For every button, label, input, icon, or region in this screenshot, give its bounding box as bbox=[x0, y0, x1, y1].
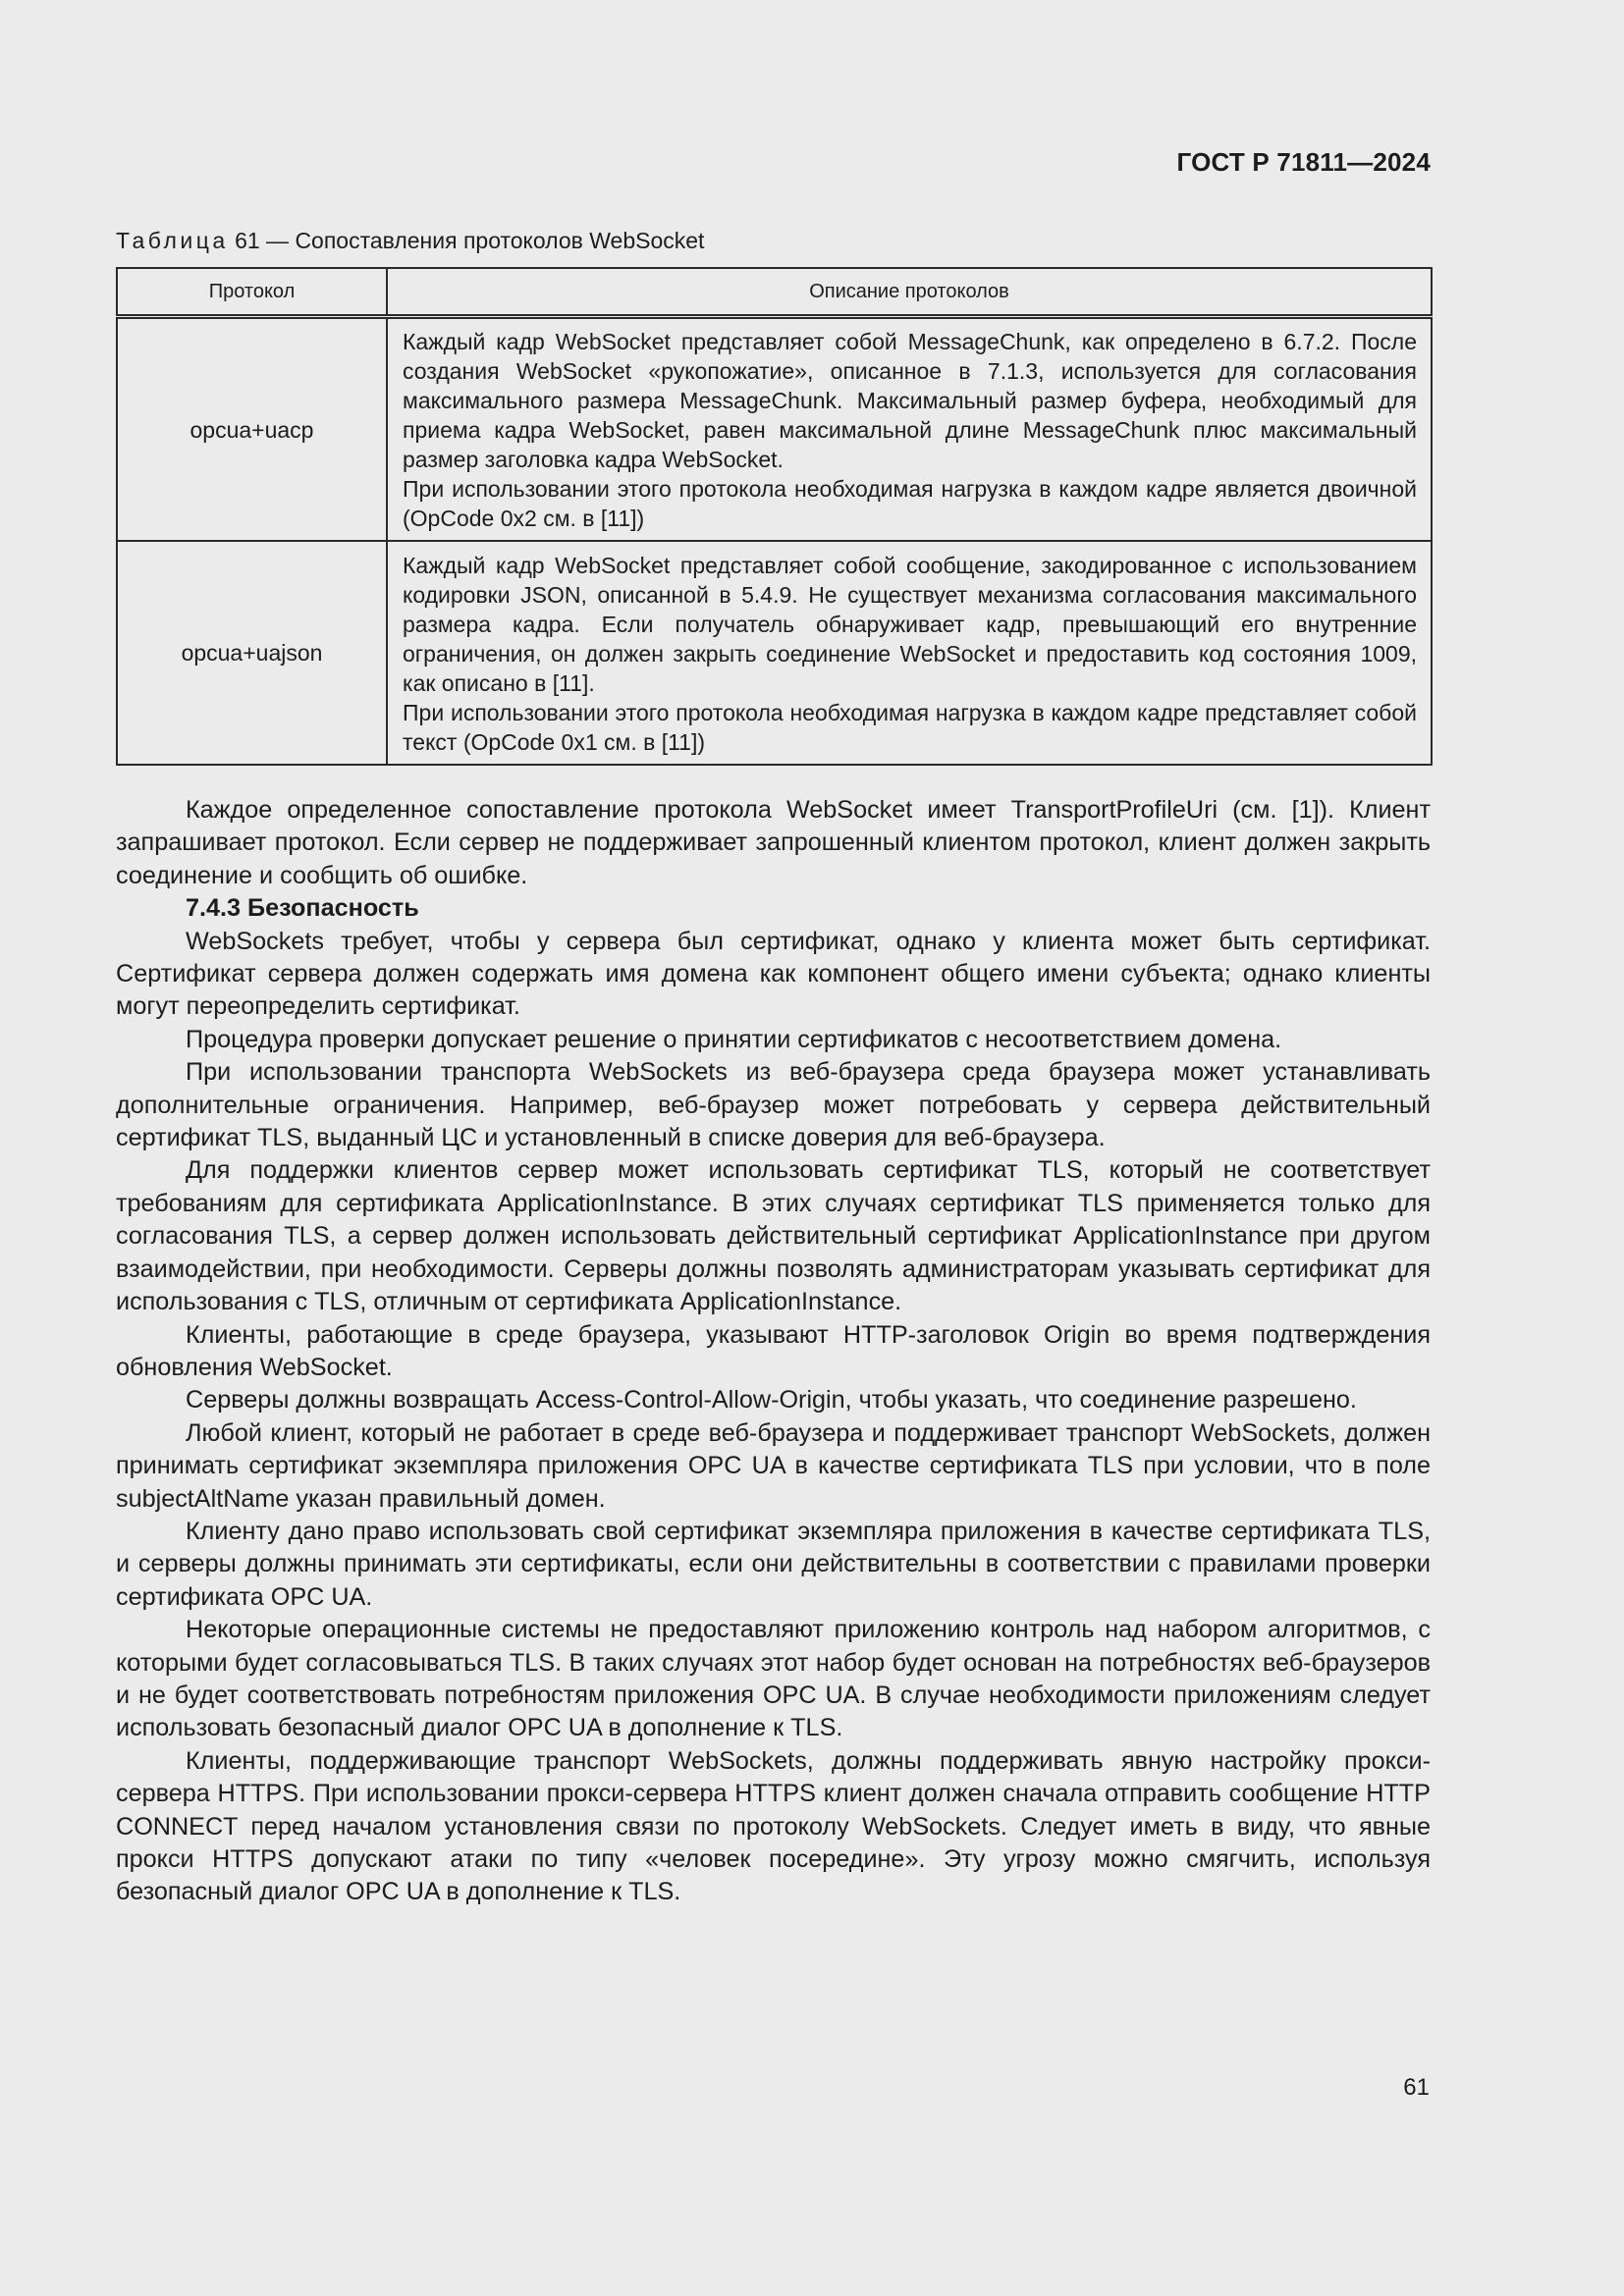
protocol-cell: opcua+uacp bbox=[117, 317, 387, 542]
description-cell bbox=[387, 317, 1432, 542]
description-paragraph: При использовании этого протокола необходимая нагрузка в каждом кадре представляет собой текст (OpCode 0x1 см. в [11]) bbox=[403, 699, 1417, 755]
body-text bbox=[116, 794, 1431, 1909]
body-paragraph: Клиенты, поддерживающие транспорт WebSockets, должны поддерживать явную настройку прокси-сервера HTTPS. При использовании прокси-сервера HTTPS клиент должен сначала отправить сообщение HTTP CONNECT перед началом установления связи по протоколу WebSockets. Следует иметь в виду, что явные прокси HTTPS допускают атаки по типу «человек посередине». Эту угрозу можно смягчить, используя безопасный диалог OPC UA в дополнение к TLS. bbox=[116, 1746, 1431, 1906]
body-paragraph: WebSockets требует, чтобы у сервера был сертификат, однако у клиента может быть сертификат. Сертификат сервера должен содержать имя домена как компонент общего имени субъекта; однако клиенты могут переопределить сертификат. bbox=[116, 927, 1431, 1021]
table-row bbox=[117, 317, 1432, 542]
description-paragraph: При использовании этого протокола необходимая нагрузка в каждом кадре является двоичной (OpCode 0x2 см. в [11]) bbox=[403, 476, 1417, 531]
body-paragraph: Некоторые операционные системы не предоставляют приложению контроль над набором алгоритмов, с которыми будет согласовываться TLS. В таких случаях этот набор будет основан на потребностях веб-браузеров и не будет соответствовать потребностям приложения OPC UA. В случае необходимости приложениям следует использовать безопасный диалог OPC UA в дополнение к TLS. bbox=[116, 1616, 1431, 1742]
table-caption bbox=[116, 228, 704, 254]
body-paragraph: Серверы должны возвращать Access-Control-Allow-Origin, чтобы указать, что соединение разрешено. bbox=[186, 1386, 1357, 1415]
page-number: 61 bbox=[1403, 2074, 1430, 2101]
body-paragraph: При использовании транспорта WebSockets из веб-браузера среда браузера может устанавливать дополнительные ограничения. Например, веб-браузер может потребовать у сервера действительный сертификат TLS, выданный ЦС и установленный в списке доверия для веб-браузера. bbox=[116, 1058, 1431, 1152]
intro-paragraph: Каждое определенное сопоставление протокола WebSocket имеет TransportProfileUri (см. [1]). Клиент запрашивает протокол. Если сервер не поддерживает запрошенный клиентом протокол, клиент должен закрыть соединение и сообщить об ошибке. bbox=[116, 796, 1431, 889]
body-paragraph: Клиенту дано право использовать свой сертификат экземпляра приложения в качестве сертификата TLS, и серверы должны принимать эти сертификаты, если они действительны в соответствии с правилами проверки сертификата OPC UA. bbox=[116, 1517, 1431, 1611]
column-header-protocol: Протокол bbox=[117, 268, 387, 317]
document-header: ГОСТ Р 71811—2024 bbox=[1176, 147, 1431, 177]
body-paragraph: Процедура проверки допускает решение о принятии сертификатов с несоответствием домена. bbox=[186, 1025, 1282, 1053]
table-caption-prefix: Таблица bbox=[116, 228, 229, 253]
section-heading: 7.4.3 Безопасность bbox=[186, 894, 419, 923]
description-paragraph: Каждый кадр WebSocket представляет собой MessageChunk, как определено в 6.7.2. После создания WebSocket «рукопожатие», описанное в 7.1.3, используется для согласования максимального размера MessageChunk. Максимальный размер буфера, необходимый для приема кадра WebSocket, равен максимальной длине MessageChunk плюс максимальный размер заголовка кадра WebSocket. bbox=[403, 329, 1417, 472]
protocol-cell: opcua+uajson bbox=[117, 541, 387, 765]
table-row bbox=[117, 541, 1432, 765]
column-header-description: Описание протоколов bbox=[387, 268, 1432, 317]
body-paragraph: Любой клиент, который не работает в среде веб-браузера и поддерживает транспорт WebSockets, должен принимать сертификат экземпляра приложения OPC UA в качестве сертификата TLS при условии, что в поле subjectAltName указан правильный домен. bbox=[116, 1418, 1431, 1513]
table-caption-title: 61 — Сопоставления протоколов WebSocket bbox=[228, 228, 705, 253]
description-cell bbox=[387, 541, 1432, 765]
body-paragraph: Для поддержки клиентов сервер может использовать сертификат TLS, который не соответствует требованиям для сертификата ApplicationInstance. В этих случаях сертификат TLS применяется только для согласования TLS, а сервер должен использовать действительный сертификат ApplicationInstance при другом взаимодействии, при необходимости. Серверы должны позволять администраторам указывать сертификат для использования с TLS, отличным от сертификата ApplicationInstance. bbox=[116, 1156, 1431, 1316]
table-header-row bbox=[117, 268, 1432, 317]
description-paragraph: Каждый кадр WebSocket представляет собой сообщение, закодированное с использованием кодировки JSON, описанной в 5.4.9. Не существует механизма согласования максимального размера кадра. Если получатель обнаруживает кадр, превышающий его внутренние ограничения, он должен закрыть соединение WebSocket и предоставить код состояния 1009, как описано в [11]. bbox=[403, 552, 1417, 696]
body-paragraph: Клиенты, работающие в среде браузера, указывают HTTP-заголовок Origin во время подтверждения обновления WebSocket. bbox=[116, 1320, 1431, 1381]
protocols-table bbox=[116, 267, 1433, 766]
